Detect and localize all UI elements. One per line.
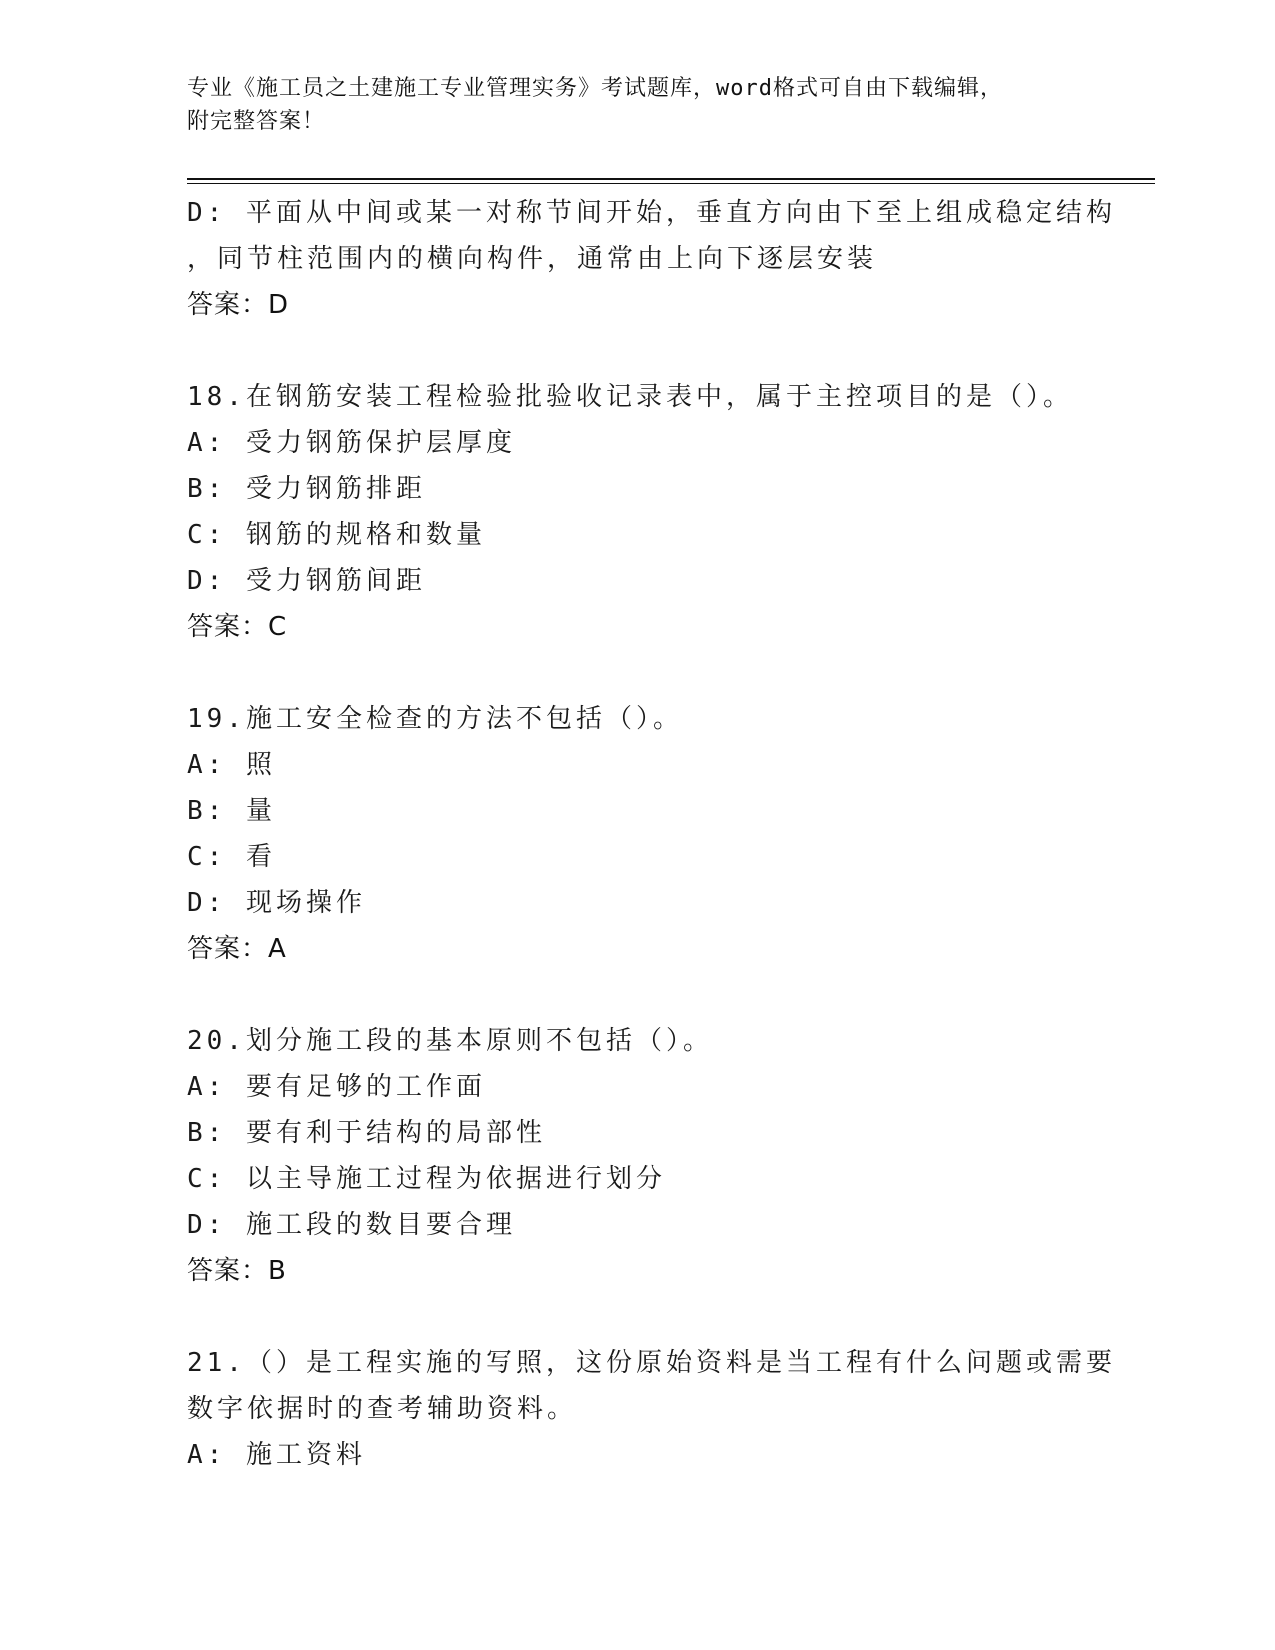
- spacer: [187, 328, 1087, 374]
- question-list: [187, 190, 1116, 1478]
- header-divider-thick: [187, 178, 1155, 180]
- question-stem: 20.划分施工段的基本原则不包括（）。: [187, 1026, 713, 1056]
- option-a: A: 要有足够的工作面: [187, 1072, 486, 1102]
- header-line-1: 专业《施工员之土建施工专业管理实务》考试题库，word格式可自由下载编辑，: [187, 76, 1003, 101]
- question-stem: 18.在钢筋安装工程检验批验收记录表中，属于主控项目的是（）。: [187, 382, 1073, 412]
- question-21: [187, 1340, 1116, 1478]
- option-a: A: 施工资料: [187, 1440, 366, 1470]
- header-line-2: 附完整答案！: [187, 109, 326, 134]
- option-d: D: 受力钢筋间距: [187, 566, 426, 596]
- option-b: B: 受力钢筋排距: [187, 474, 426, 504]
- option-c: C: 看: [187, 842, 276, 872]
- question-stem: 19.施工安全检查的方法不包括（）。: [187, 704, 683, 734]
- question-stem: 21.（）是工程实施的写照，这份原始资料是当工程有什么问题或需要: [187, 1348, 1116, 1378]
- question-17: [187, 190, 1116, 328]
- question-18: [187, 374, 1087, 650]
- option-d: D: 施工段的数目要合理: [187, 1210, 516, 1240]
- answer: 答案：A: [187, 934, 287, 964]
- question-20: [187, 1018, 1087, 1294]
- header-divider-thin: [187, 183, 1155, 184]
- option-c: C: 钢筋的规格和数量: [187, 520, 486, 550]
- option-c: C: 以主导施工过程为依据进行划分: [187, 1164, 666, 1194]
- spacer: [187, 1294, 1087, 1340]
- answer: 答案：D: [187, 290, 290, 320]
- option-b: B: 量: [187, 796, 276, 826]
- option-b: B: 要有利于结构的局部性: [187, 1118, 546, 1148]
- question-19: [187, 696, 1087, 972]
- option-d: D: 平面从中间或某一对称节间开始，垂直方向由下至上组成稳定结构: [187, 198, 1116, 228]
- spacer: [187, 972, 1087, 1018]
- question-stem-continued: 数字依据时的查考辅助资料。: [187, 1394, 578, 1424]
- option-a: A: 受力钢筋保护层厚度: [187, 428, 516, 458]
- option-d: D: 现场操作: [187, 888, 366, 918]
- answer: 答案：B: [187, 1256, 287, 1286]
- spacer: [187, 650, 1087, 696]
- answer: 答案：C: [187, 612, 288, 642]
- option-d-continued: ，同节柱范围内的横向构件，通常由上向下逐层安装: [187, 244, 878, 274]
- document-header: [187, 72, 1087, 138]
- option-a: A: 照: [187, 750, 276, 780]
